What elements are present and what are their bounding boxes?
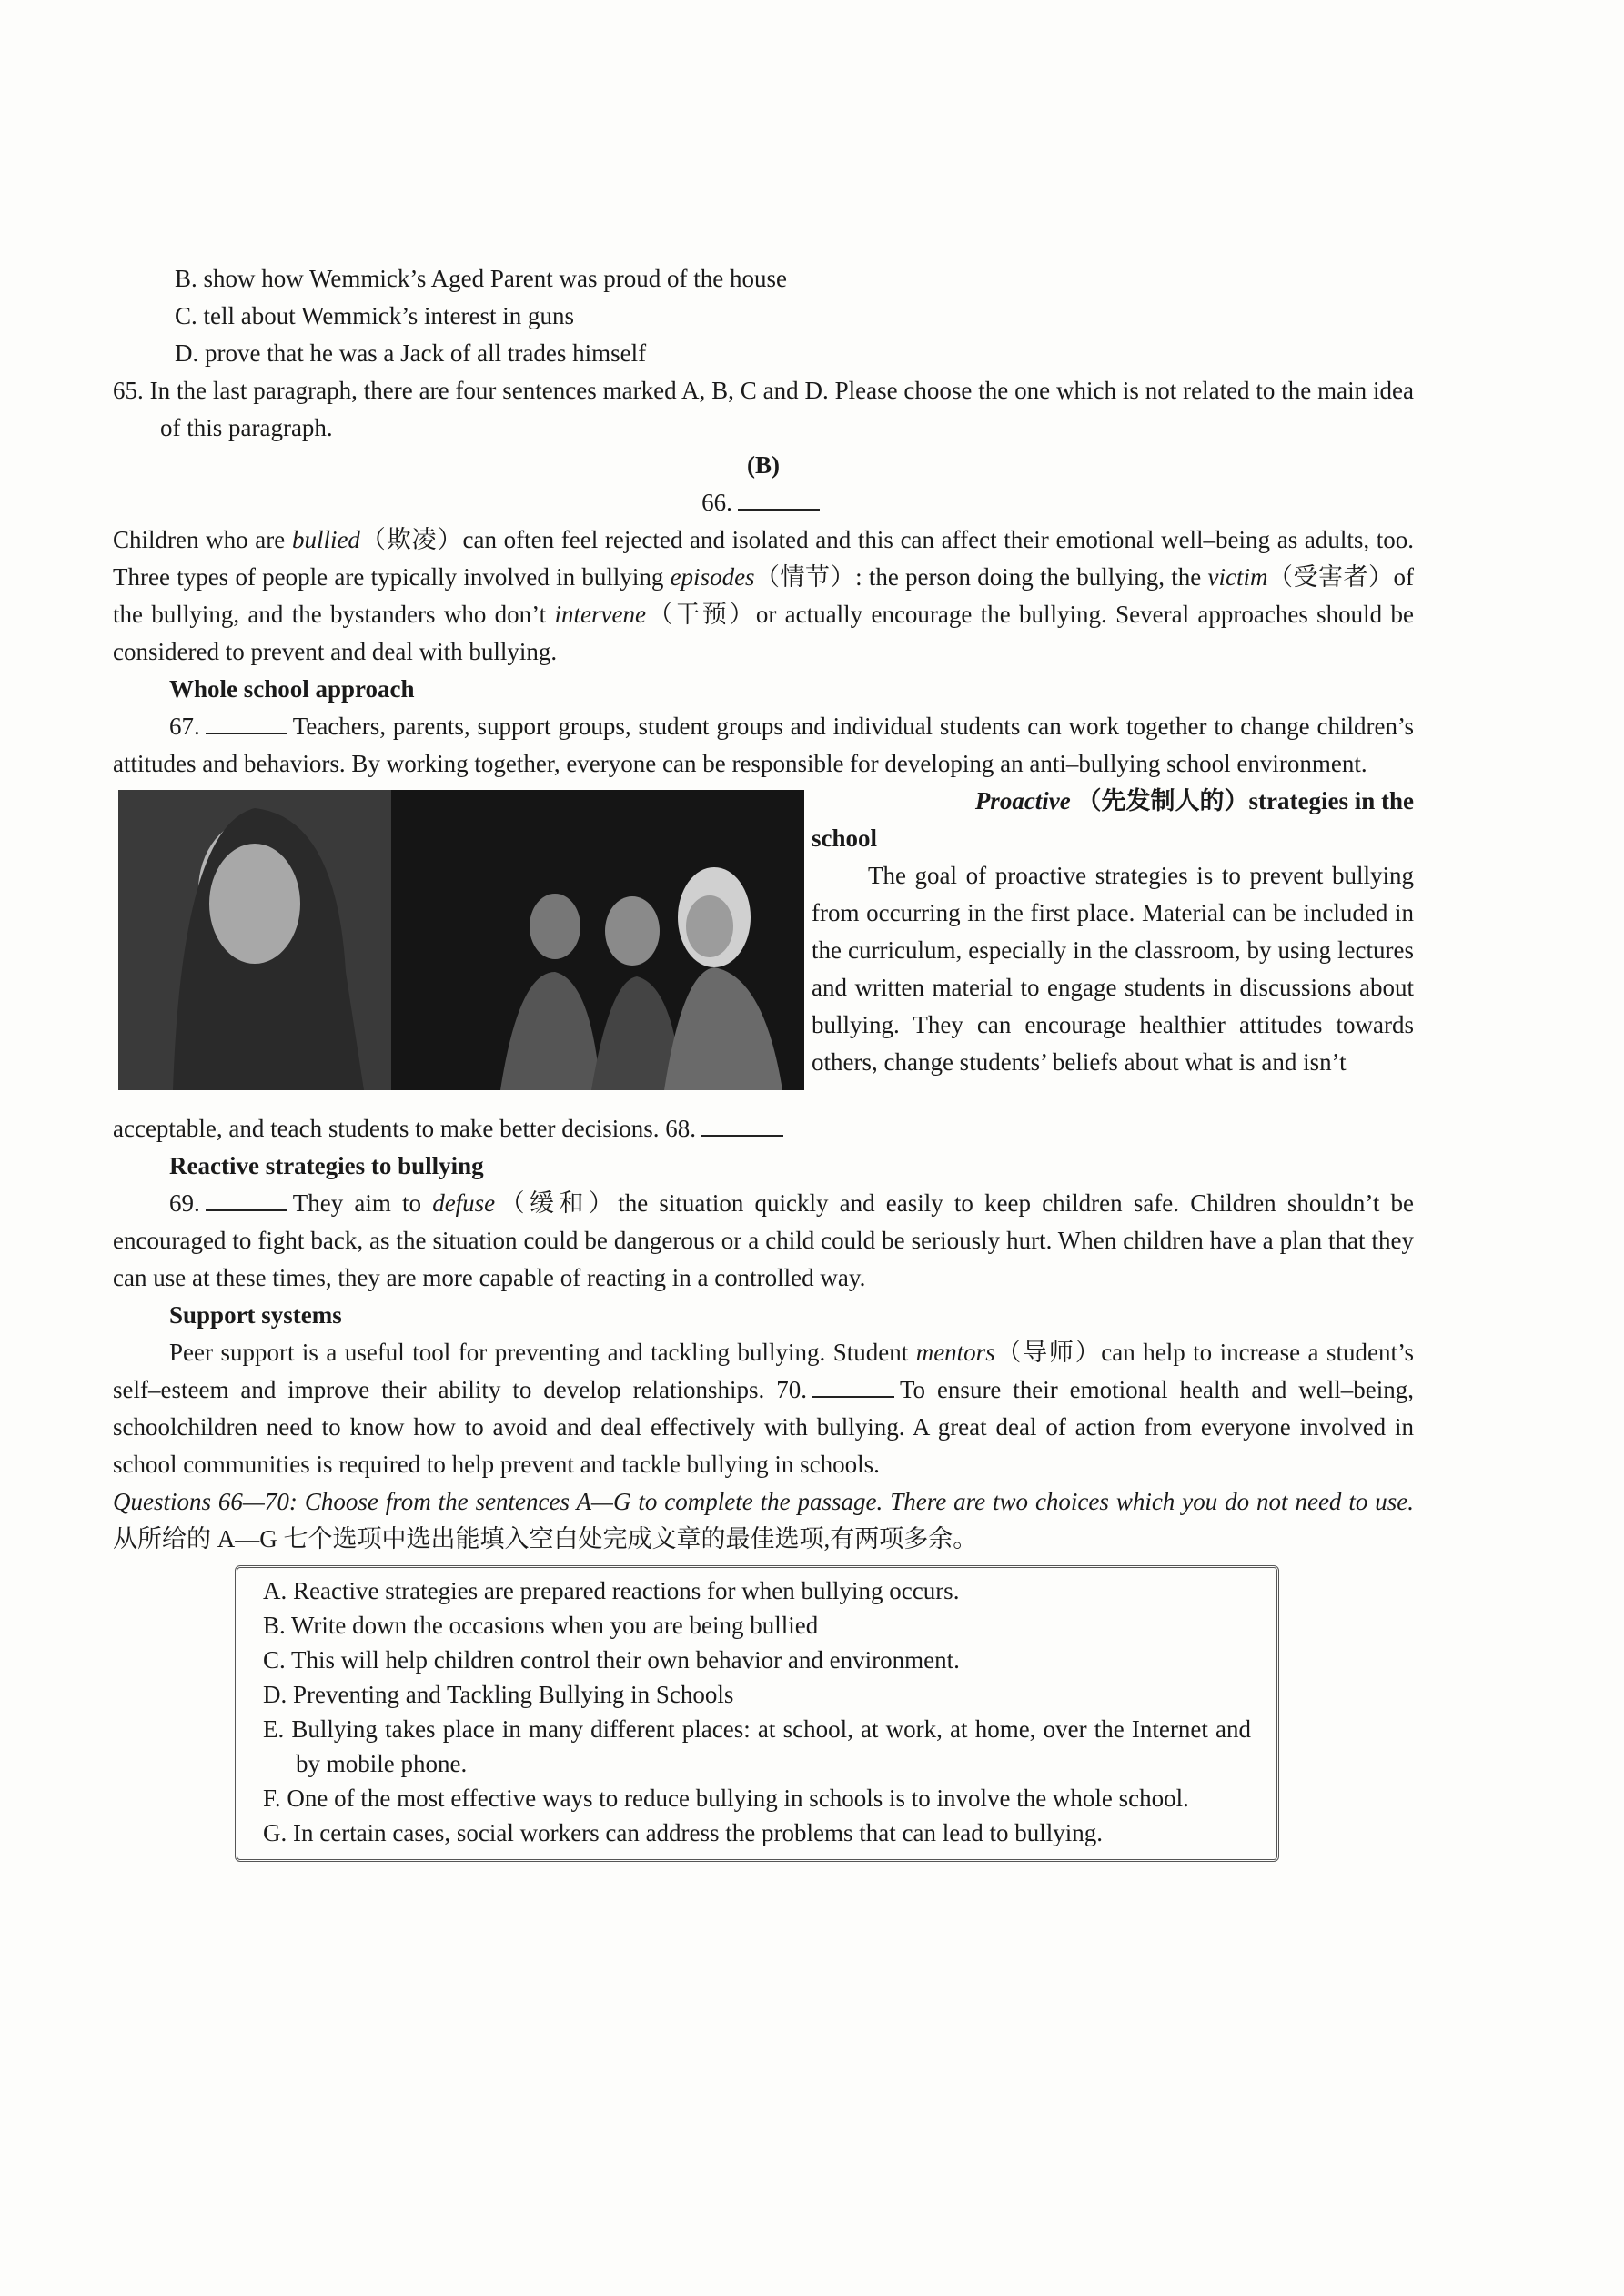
- heading-proactive-cont: school: [812, 824, 878, 852]
- answer-blank-69[interactable]: [206, 1188, 287, 1211]
- whole-school-paragraph: 67. Teachers, parents, support groups, student groups and individual students can work together to change children’s attitudes and behaviors. By working together, everyone can be responsible for developing an anti–bullying school environment.: [113, 713, 1414, 777]
- answer-blank-66[interactable]: [738, 487, 820, 511]
- answer-blank-70[interactable]: [812, 1374, 894, 1398]
- heading-support: Support systems: [169, 1301, 342, 1329]
- choice-e: E. Bullying takes place in many different places: at school, at work, at home, over the Internet and by mobile phone.: [263, 1715, 1251, 1777]
- choice-d: D. Preventing and Tackling Bullying in Schools: [263, 1681, 734, 1708]
- answer-blank-67[interactable]: [206, 711, 287, 734]
- blank-number: 66.: [701, 489, 732, 516]
- worksheet-page: [113, 260, 1414, 1862]
- bullying-photo: [118, 790, 804, 1090]
- glossed-word: mentors: [915, 1339, 995, 1366]
- choice-c: C. This will help children control their own behavior and environment.: [263, 1646, 960, 1674]
- glossed-word: episodes: [670, 563, 755, 591]
- choice-g: G. In certain cases, social workers can address the problems that can lead to bullying.: [263, 1819, 1103, 1846]
- proactive-text: [812, 783, 1414, 1081]
- section-label: (B): [747, 451, 780, 479]
- choice-a: A. Reactive strategies are prepared reactions for when bullying occurs.: [263, 1577, 960, 1604]
- q64-option-d: D. prove that he was a Jack of all trades himself: [175, 339, 647, 367]
- answer-blank-68[interactable]: [701, 1113, 783, 1137]
- choice-b: B. Write down the occasions when you are being bullied: [263, 1612, 819, 1639]
- intro-paragraph: Children who are bullied（欺凌）can often feel rejected and isolated and this can affect their emotional well–being as adults, too. Three types of people are typically involved in bullying episodes（情节）: the person doing the bullying, the victim（受害者）of the bullying, and the bystanders who don’t intervene（干预）or actually encourage the bullying. Several approaches should be considered to prevent and deal with bullying.: [113, 526, 1415, 665]
- choices-box: [235, 1565, 1279, 1862]
- proactive-paragraph: The goal of proactive strategies is to prevent bullying from occurring in the first place. Material can be included in the curriculum, especially in the classroom, by using lectures and written material to engage students in discussions about bullying. They can encourage healthier attitudes towards others, change students’ beliefs about what is and isn’t: [812, 862, 1414, 1076]
- q64-option-b: B. show how Wemmick’s Aged Parent was proud of the house: [175, 265, 787, 292]
- photo-illustration: [118, 790, 804, 1090]
- question-65: 65. In the last paragraph, there are four sentences marked A, B, C and D. Please choose the one which is not related to the main idea of this paragraph.: [113, 377, 1414, 441]
- heading-reactive: Reactive strategies to bullying: [169, 1152, 484, 1179]
- proactive-section: [113, 783, 1414, 1112]
- heading-proactive: Proactive （先发制人的）strategies in the: [974, 787, 1414, 814]
- proactive-paragraph-cont: acceptable, and teach students to make better decisions. 68.: [113, 1110, 1414, 1148]
- choice-f: F. One of the most effective ways to reduce bullying in schools is to involve the whole school.: [263, 1785, 1189, 1812]
- glossed-word: intervene: [554, 601, 646, 628]
- support-paragraph: Peer support is a useful tool for preventing and tackling bullying. Student mentors（导师）can help to increase a student’s self–esteem and improve their ability to develop relationships. 70. To ensure their emotional health and well–being, schoolchildren need to know how to avoid and deal effectively with bullying. A great deal of action from everyone involved in school communities is required to help prevent and tackle bullying in schools.: [113, 1339, 1414, 1478]
- glossed-word: defuse: [432, 1189, 496, 1217]
- glossed-word: victim: [1207, 563, 1268, 591]
- glossed-word: bullied: [291, 526, 360, 553]
- q64-option-c: C. tell about Wemmick’s interest in guns: [175, 302, 575, 329]
- heading-whole-school: Whole school approach: [169, 675, 415, 703]
- title-blank-66: [113, 484, 1414, 521]
- instructions: Questions 66—70: Choose from the sentences A—G to complete the passage. There are two choices which you do not need to use. 从所给的 A—G 七个选项中选出能填入空白处完成文章的最佳选项,有两项多余。: [113, 1488, 1414, 1553]
- reactive-paragraph: 69. They aim to defuse（缓和）the situation quickly and easily to keep children safe. Children shouldn’t be encouraged to fight back, as the situation could be dangerous or a child could be seriously hurt. When children have a plan that they can use at these times, they are more capable of reacting in a controlled way.: [113, 1189, 1414, 1291]
